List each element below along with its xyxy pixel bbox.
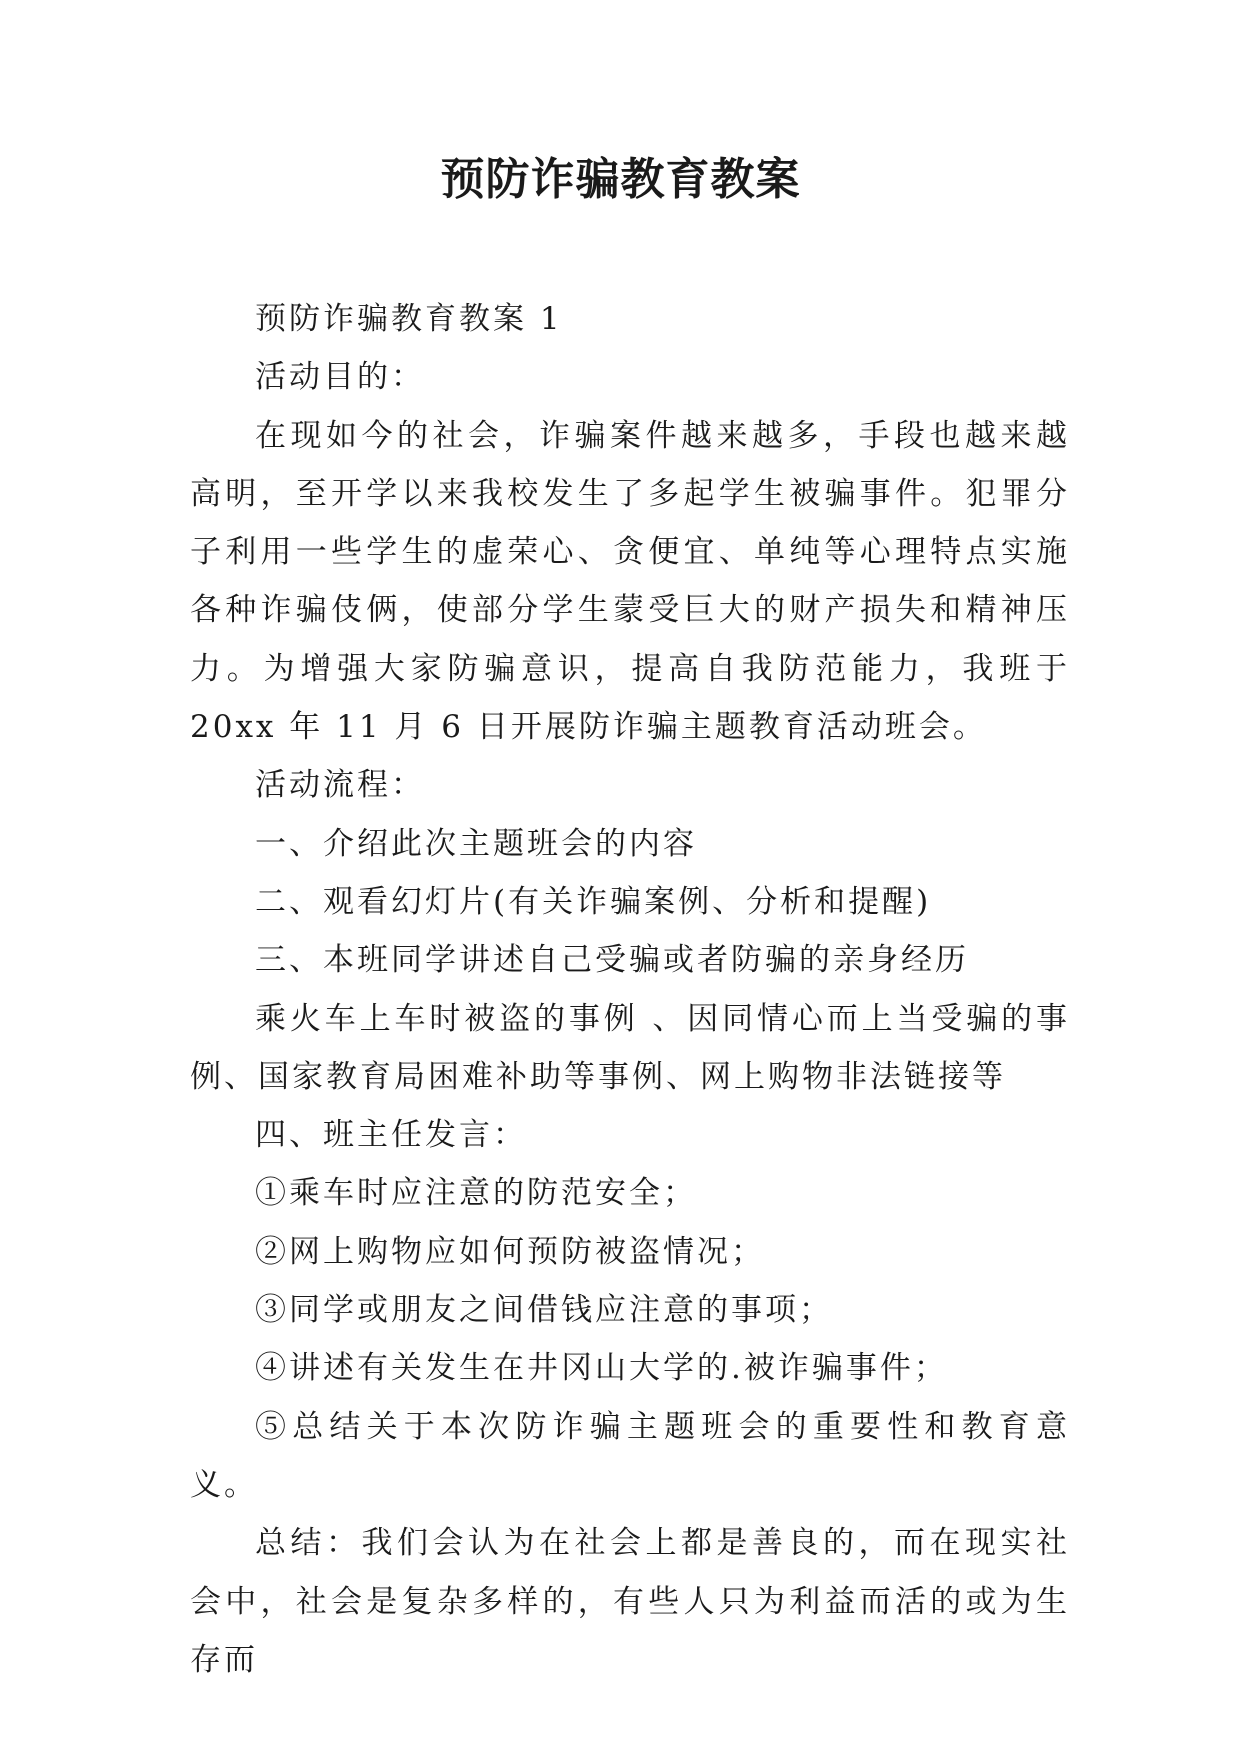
- paragraph-summary: 总结：我们会认为在社会上都是善良的，而在现实社会中，社会是复杂多样的，有些人只为利益而活的或为生存而: [190, 1525, 1070, 1678]
- process-step-2: 二、观看幻灯片(有关诈骗案例、分析和提醒): [255, 883, 932, 920]
- heading-activity-process: 活动流程：: [255, 767, 425, 804]
- paragraph-examples: 乘火车上车时被盗的事例 、因同情心而上当受骗的事例、国家教育局困难补助等事例、网上购物非法链接等: [190, 1000, 1070, 1095]
- list-item-5: ⑤总结关于本次防诈骗主题班会的重要性和教育意义。: [190, 1408, 1070, 1503]
- document-title: 预防诈骗教育教案: [440, 154, 801, 205]
- list-item-3: ③同学或朋友之间借钱应注意的事项；: [255, 1292, 833, 1329]
- section-heading-lesson-1: 预防诈骗教育教案 1: [255, 301, 563, 337]
- process-step-4: 四、班主任发言：: [255, 1117, 527, 1154]
- heading-activity-purpose: 活动目的：: [255, 359, 425, 396]
- process-step-3: 三、本班同学讲述自己受骗或者防骗的亲身经历: [255, 942, 969, 979]
- process-step-1: 一、介绍此次主题班会的内容: [255, 825, 697, 862]
- document-body: [190, 290, 1070, 1689]
- list-item-1: ①乘车时应注意的防范安全；: [255, 1175, 697, 1212]
- list-item-2: ②网上购物应如何预防被盗情况；: [255, 1233, 765, 1270]
- list-item-4: ④讲述有关发生在井冈山大学的.被诈骗事件；: [255, 1350, 948, 1387]
- paragraph-purpose-text: 在现如今的社会，诈骗案件越来越多，手段也越来越高明，至开学以来我校发生了多起学生被骗事件。犯罪分子利用一些学生的虚荣心、贪便宜、单纯等心理特点实施各种诈骗伎俩，使部分学生蒙受巨大的财产损失和精神压力。为增强大家防骗意识，提高自我防范能力，我班于 20xx 年 11 月 6 日开展防诈骗主题教育活动班会。: [190, 417, 1070, 746]
